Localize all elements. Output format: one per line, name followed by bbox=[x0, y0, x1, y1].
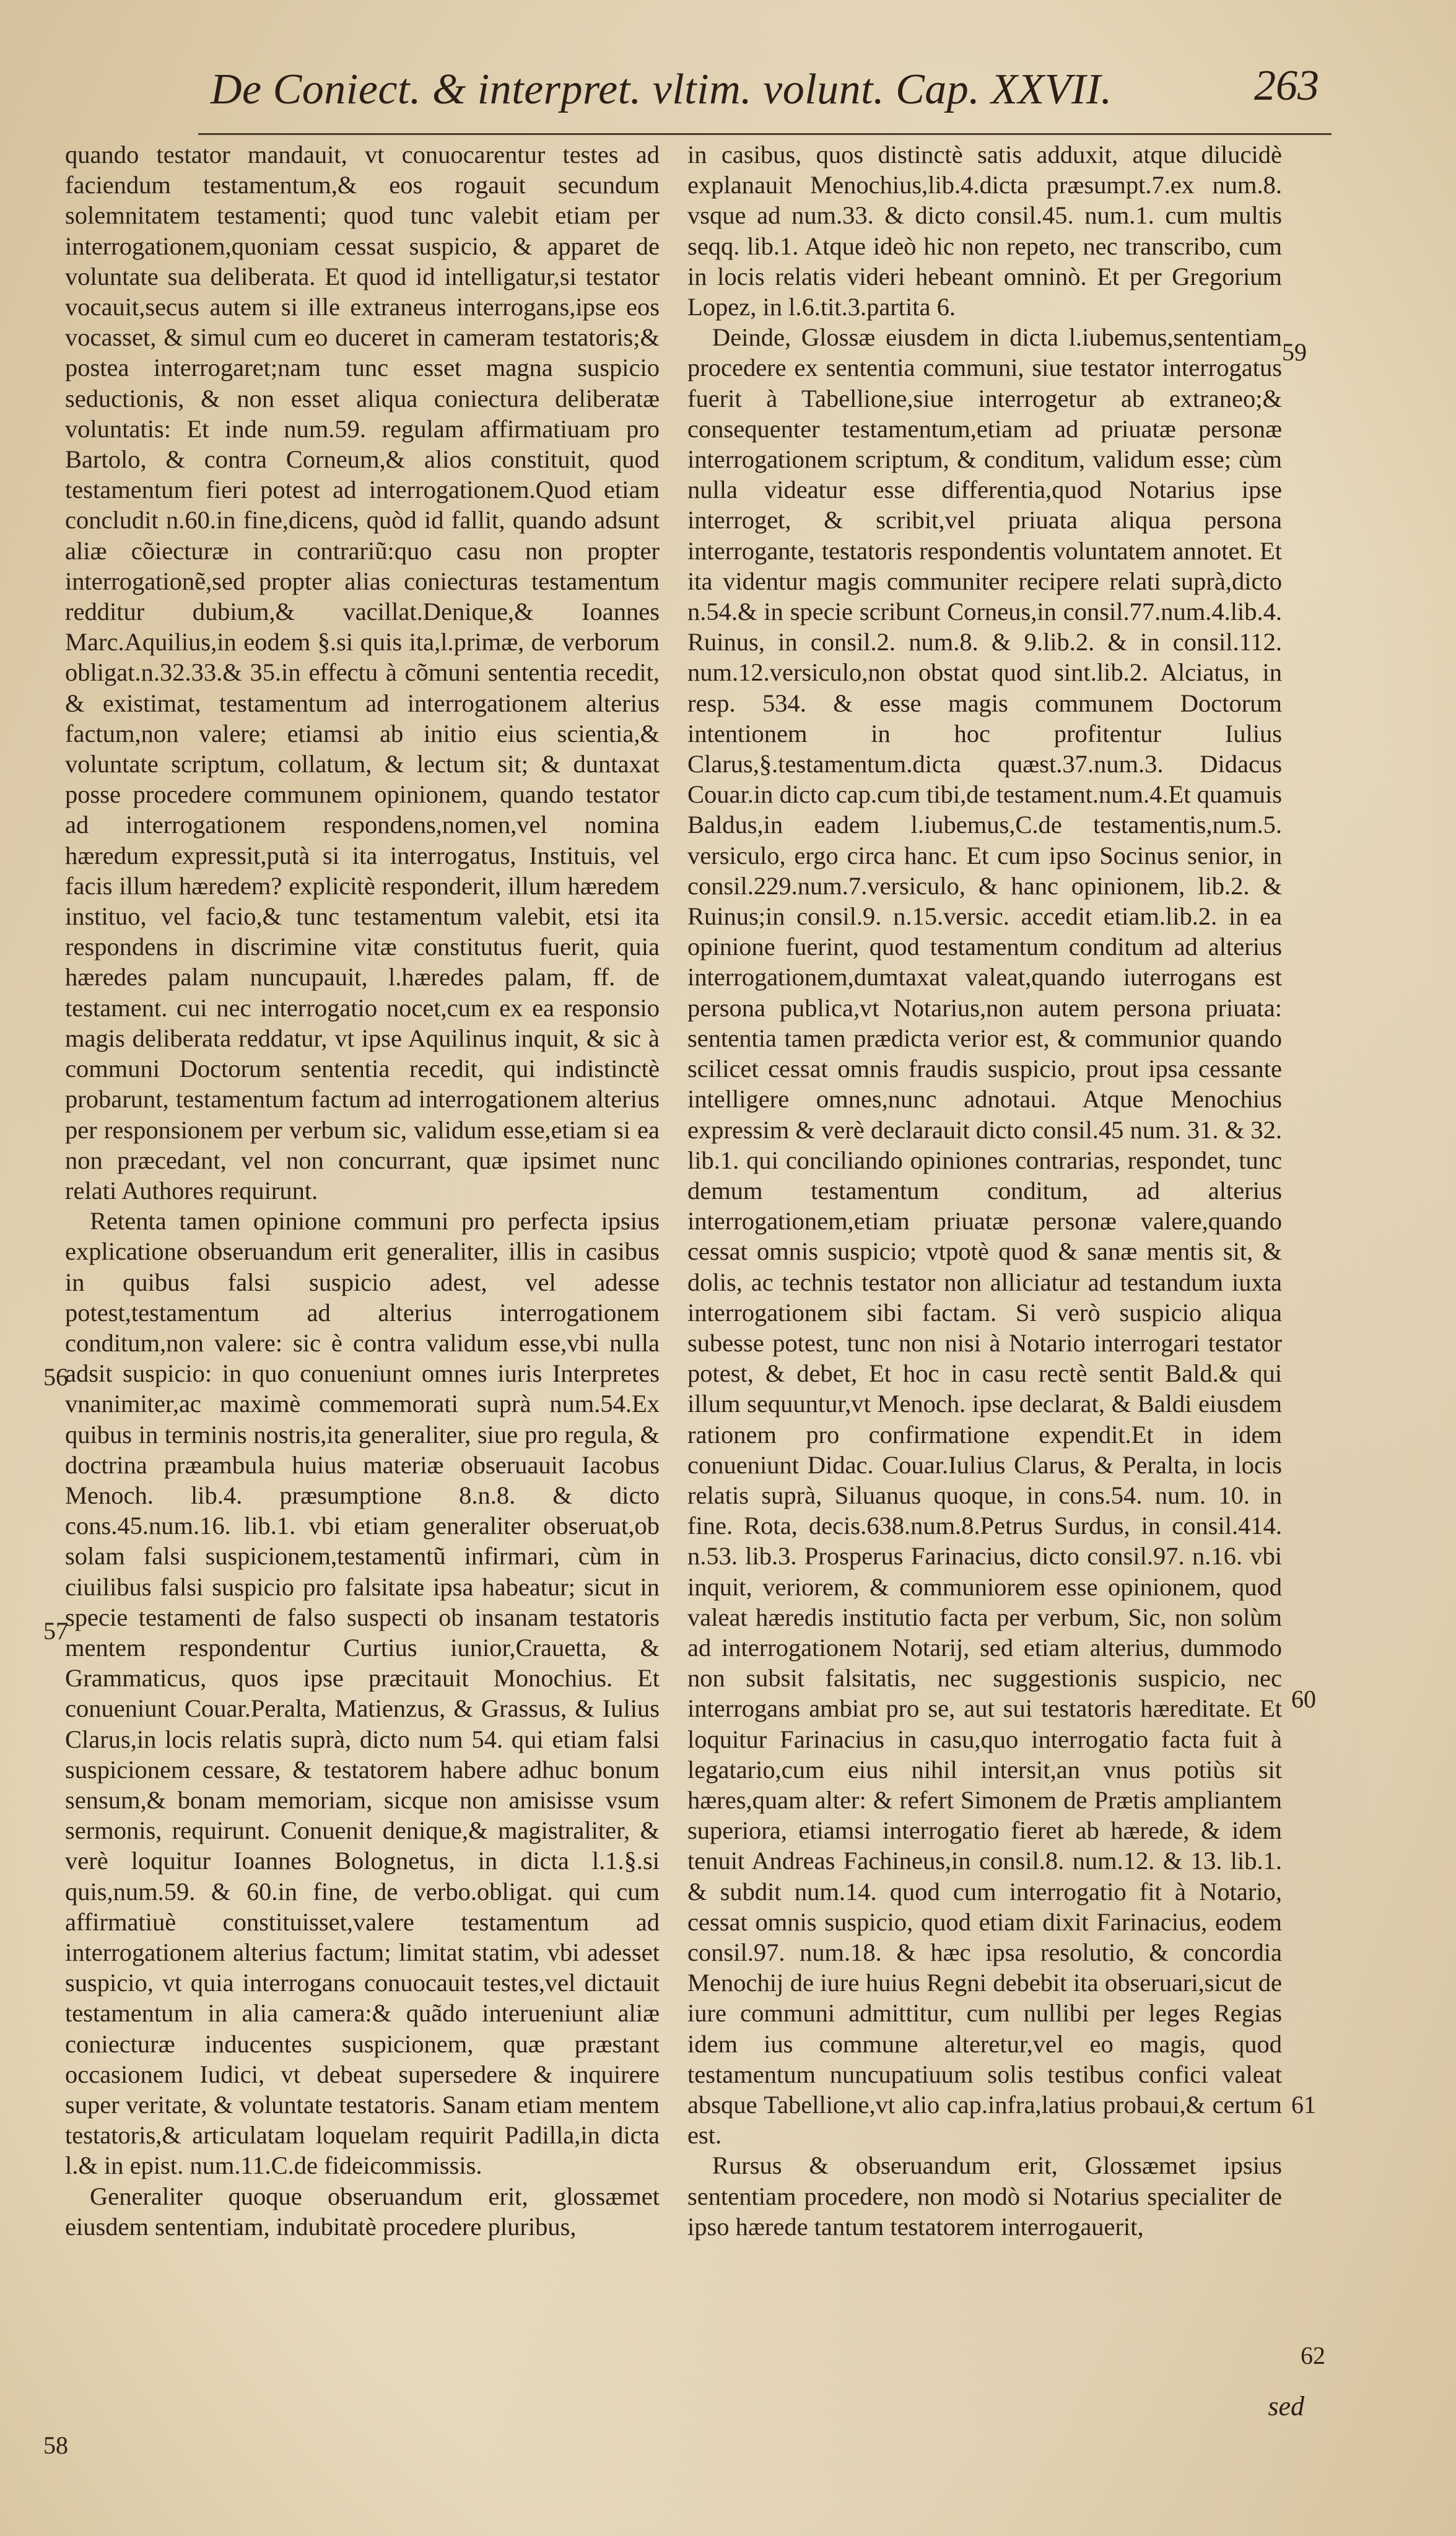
right-paragraph-2: Deinde, Glossæ eiusdem in dicta l.iubemus,sententiam procedere ex sententia communi, siue testator interrogatus fuerit à Tabellione,siue interrogetur ab extraneo;& consequenter testamentum,etiam ad priuatæ personæ interrogationem scriptum, & conditum, validum esse; cùm nulla videatur esse differentia,quod Notarius ipse interroget, & scribit,vel priuata aliqua persona interrogante, testatoris respondentis voluntatem annotet. Et ita videntur magis communiter recipere relati suprà,dicto n.54.& in specie scribunt Corneus,in consil.77.num.4.lib.4. Ruinus, in consil.2. num.8. & 9.lib.2. & in consil.112. num.12.versiculo,non obstat quod sint.lib.2. Alciatus, in resp. 534. & esse magis communem Doctorum intentionem in hoc profitentur Iulius Clarus,§.testamentum.dicta quæst.37.num.3. Didacus Couar.in dicto cap.cum tibi,de testament.num.4.Et quamuis Baldus,in eadem l.iubemus,C.de testamentis,num.5. versiculo, ergo circa hanc. Et cum ipso Socinus senior, in consil.229.num.7.versiculo, & hanc opinionem, lib.2. & Ruinus;in consil.9. n.15.versic. accedit etiam.lib.2. in ea opinione fuerint, quod testamentum conditum ad alterius interrogationem,dumtaxat valeat,quando iuterrogans est persona publica,vt Notarius,non autem persona priuata: sententia tamen prædicta verior est, & communior quando scilicet cessat omnis fraudis suspicio, prout ipsa cessante intelligere omnes,nunc adnotaui. Atque Menochius expressim & verè declarauit dicto consil.45 num. 31. & 32. lib.1. qui conciliando opiniones contrarias, respondet, tunc demum testamentum conditum, ad alterius interrogationem,etiam priuatæ personæ valere,quando cessat omnis suspicio; vtpotè quod & sanæ mentis sit, & dolis, ac technis testator non alliciatur ad testandum iuxta interrogationem sibi factam. Si verò suspicio aliqua subesse potest, tunc non nisi à Notario interrogari testator potest, & debet, Et hoc in casu rectè sentit Bald.& qui illum sequuntur,vt Menoch. ipse declarat, & Baldi eiusdem rationem pro confirmatione expendit.Et in idem conueniunt Didac. Couar.Iulius Clarus, & Peralta, in locis relatis suprà, Siluanus quoque, in cons.54. num. 10. in fine. Rota, decis.638.num.8.Petrus Surdus, in consil.414. n.53. lib.3. Prosperus Farinacius, dicto consil.97. n.16. vbi inquit, veriorem, & communiorem esse opinionem, quod valeat hæredis institutio facta per verbum, Sic, non solùm ad interrogationem Notarij, sed etiam alterius, dummodo non subsit falsitatis, nec suggestionis suspicio, nec interrogans ambiat pro se, aut sui testatoris hæreditate. Et loquitur Farinacius in casu,quo interrogatio facta fuit à legatario,cum eius nihil intersit,an vnus potiùs sit hæres,quam alter: & refert Simonem de Prætis ampliantem superiora, etiamsi interrogatio fieret ab hærede, & idem tenuit Andreas Fachineus,in consil.8. num.12. & 13. lib.1. & subdit num.14. quod cum interrogatio fit à Notario, cessat omnis suspicio, quod etiam dixit Farinacius, eodem consil.97. num.18. & hæc ipsa resolutio, & concordia Menochij de iure huius Regni debebit ita obseruari,sicut de iure communi admittitur, cum nullibi per leges Regias idem ius commune alteretur,vel eo magis, quod testamentum nuncupatiuum solis testibus confici valeat absque Tabellione,vt alio cap.infra,latius probaui,& certum est. bbox=[687, 323, 1282, 2150]
left-paragraph-3: Generaliter quoque obseruandum erit, glossæmet eiusdem sententiam, indubitatè procedere pluribus, bbox=[65, 2182, 660, 2241]
margin-number-56: 56 bbox=[43, 1363, 68, 1391]
left-paragraph-2: Retenta tamen opinione communi pro perfecta ipsius explicatione obseruandum erit generaliter, illis in casibus in quibus falsi suspicio adest, vel adesse potest,testamentum ad alterius interrogationem conditum,non valere: sic è contra validum esse,vbi nulla adsit suspicio: in quo conueniunt omnes iuris Interpretes vnanimiter,ac maximè commemorati suprà num.54.Ex quibus in terminis nostris,ita generaliter, siue pro regula, & doctrina præambula huius materiæ obseruauit Iacobus Menoch. lib.4. præsumptione 8.n.8. & dicto cons.45.num.16. lib.1. vbi etiam generaliter obseruat,ob solam falsi suspicionem,testamentũ infirmari, cùm in ciuilibus falsi suspicio pro falsitate ipsa habeatur; sicut in specie testamenti de falso suspecti ob insanam testatoris mentem respondentur Curtius iunior,Crauetta, & Grammaticus, quos ipse præcitauit Monochius. Et conueniunt Couar.Peralta, Matienzus, & Grassus, & Iulius Clarus,in locis relatis suprà, dicto num 54. qui etiam falsi suspicionem cessare, & testatorem habere adhuc bonum sensum,& bonam memoriam, sicque non amisisse vsum sermonis, requirunt. Conuenit denique,& magistraliter, & verè loquitur Ioannes Bolognetus, in dicta l.1.§.si quis,num.59. & 60.in fine, de verbo.obligat. qui cum affirmatiuè constituisset,valere testamentum ad interrogationem alterius factum; limitat statim, vbi adesset suspicio, vt quia interrogans conuocauit testes,vel dictauit testamentum in alia camera:& quãdo interueniunt aliæ coniecturæ inducentes suspicionem, quæ præstant occasionem Iudici, vt debeat supersedere & inquirere super veritate, & voluntate testatoris. Sanam etiam mentem testatoris,& articulatam loquelam requirit Padilla,in dicta l.& in epist. num.11.C.de fideicommissis. bbox=[65, 1207, 660, 2180]
left-paragraph-1: quando testator mandauit, vt conuocarentur testes ad faciendum testamentum,& eos rogauit secundum solemnitatem testamenti; quod tunc valebit etiam per interrogationem,quoniam cessat suspicio, & apparet de voluntate sua deliberata. Et quod id intelligatur,si testator vocauit,secus autem si ille extraneus interrogans,ipse eos vocasset, & simul cum eo duceret in cameram testatoris;& postea interrogaret;nam tunc esset magna suspicio seductionis, & non esset aliqua coniectura deliberatæ voluntatis: Et inde num.59. regulam affirmatiuam pro Bartolo, & contra Corneum,& alios constituit, quod testamentum fieri potest ad interrogationem.Quod etiam concludit n.60.in fine,dicens, quòd id fallit, quando adsunt aliæ cõiecturæ in contrariũ:quo casu non propter interrogationẽ,sed propter alias coniecturas testamentum redditur dubium,& vacillat.Denique,& Ioannes Marc.Aquilius,in eodem §.si quis ita,l.primæ, de verborum obligat.n.32.33.& 35.in effectu à cõmuni sententia recedit, & existimat, testamentum ad interrogationem alterius factum,non valere; etiamsi ab initio eius scientia,& voluntate scriptum, collatum, & lectum sit; & duntaxat posse procedere communem opinionem, quando testator ad interrogationem respondens,nomen,vel nomina hæredum expressit,putà si ita interrogatus, Instituis, vel facis illum hæredem? explicitè responderit, illum hæredem instituo, vel facio,& tunc testamentum valebit, etsi ita respondens in discrimine vitæ constitutus fuerit, quia hæredes palam nuncupauit, l.hæredes palam, ff. de testament. cui nec interrogatio nocet,cum ex ea responsio magis deliberata reddatur, vt ipse Aquilinus inquit, & sic à communi Doctorum sententia recedit, qui indistinctè probarunt, testamentum factum ad interrogationem alterius per responsionem per verbum sic, validum esse,etiam si ea non præcedant, vel non concurrant, quæ ipsimet nunc relati Authores requirunt. bbox=[65, 141, 660, 1205]
margin-number-61: 61 bbox=[1291, 2091, 1316, 2119]
margin-number-62: 62 bbox=[1301, 2342, 1325, 2369]
page-number: 263 bbox=[1254, 62, 1319, 110]
margin-number-60: 60 bbox=[1291, 1685, 1316, 1713]
margin-number-58: 58 bbox=[43, 2431, 68, 2459]
margin-number-57: 57 bbox=[43, 1617, 68, 1645]
right-column bbox=[687, 139, 1282, 2242]
catchword: sed bbox=[1268, 2391, 1304, 2421]
left-column bbox=[65, 139, 660, 2242]
right-paragraph-1: in casibus, quos distinctè satis adduxit, atque dilucidè explanauit Menochius,lib.4.dicta præsumpt.7.ex num.8. vsque ad num.33. & dicto consil.45. num.1. cum multis seqq. lib.1. Atque ideò hic non repeto, nec transcribo, cum in locis relatis videri hebeant omninò. Et per Gregorium Lopez, in l.6.tit.3.partita 6. bbox=[687, 141, 1282, 321]
running-title: De Coniect. & interpret. vltim. volunt. Cap. XXVII. bbox=[211, 66, 1112, 113]
right-paragraph-3: Rursus & obseruandum erit, Glossæmet ipsius sententiam procedere, non modò si Notarius specialiter de ipso hærede tantum testatorem interrogauerit, bbox=[687, 2151, 1282, 2241]
margin-number-59: 59 bbox=[1282, 338, 1307, 366]
page-header bbox=[198, 59, 1332, 135]
